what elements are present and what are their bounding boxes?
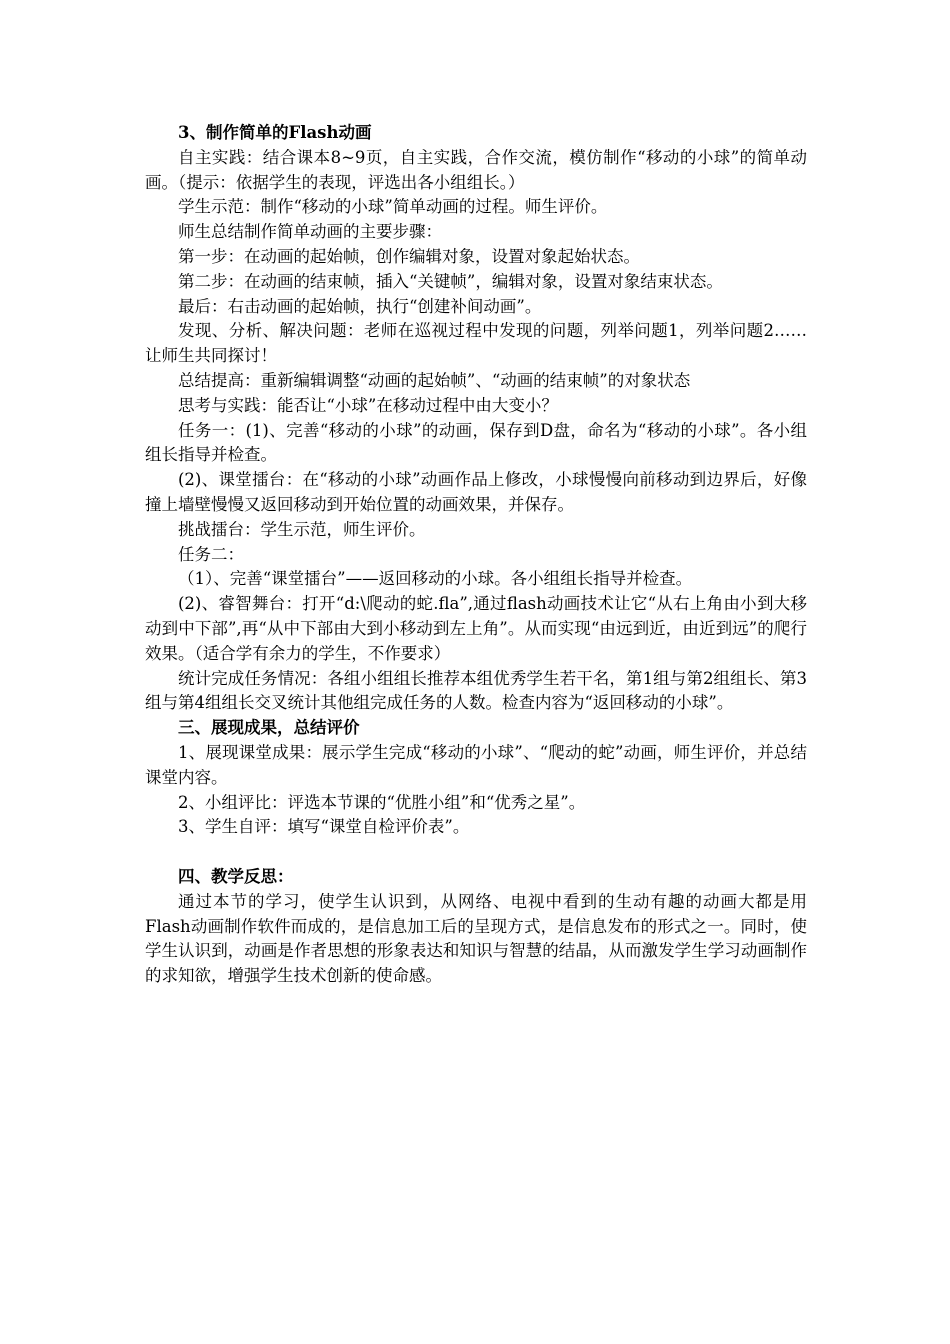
paragraph-self-evaluation: 3、学生自评：填写“课堂自检评价表”。 (178, 817, 470, 837)
paragraph-self-practice: 自主实践：结合课本8~9页，自主实践，合作交流，模仿制作“移动的小球”的简单动画。（提示：依据学生的表现，评选出各小组组长。） (145, 147, 807, 192)
paragraph-improve: 总结提高：重新编辑调整“动画的起始帧”、“动画的结束帧”的对象状态 (178, 370, 691, 390)
paragraph-summary-steps: 师生总结制作简单动画的主要步骤： (178, 222, 442, 242)
paragraph-step-last: 最后：右击动画的起始帧，执行“创建补间动画”。 (178, 296, 542, 316)
paragraph-find-problems: 发现、分析、解决问题：老师在巡视过程中发现的问题，列举问题1，列举问题2……让师生共同探讨！ (145, 321, 807, 366)
heading-make-flash-animation: 3、制作简单的Flash动画 (178, 123, 372, 142)
document-page (145, 121, 807, 989)
blank-line (145, 840, 807, 865)
paragraph-task-two: 任务二： (178, 544, 244, 564)
paragraph-reflection: 通过本节的学习，使学生认识到，从网络、电视中看到的生动有趣的动画大都是用Flash动画制作软件而成的，是信息加工后的呈现方式，是信息发布的形式之一。同时，使学生认识到，动画是作者思想的形象表达和知识与智慧的结晶，从而激发学生学习动画制作的求知欲，增强学生技术创新的使命感。 (145, 891, 807, 986)
paragraph-show-results: 1、展现课堂成果：展示学生完成“移动的小球”、“爬动的蛇”动画，师生评价，并总结课堂内容。 (145, 742, 807, 787)
heading-reflection: 四、教学反思： (178, 866, 294, 886)
paragraph-task-two-item-one: （1）、完善“课堂擂台”——返回移动的小球。各小组组长指导并检查。 (178, 569, 693, 589)
paragraph-class-arena: (2)、课堂擂台：在“移动的小球”动画作品上修改，小球慢慢向前移动到边界后，好像撞上墙壁慢慢又返回移动到开始位置的动画效果，并保存。 (145, 470, 807, 514)
heading-show-results: 三、展现成果，总结评价 (178, 718, 360, 738)
paragraph-wisdom-stage: (2)、睿智舞台：打开“d:\爬动的蛇.fla”,通过flash动画技术让它“从右上角由小到大移动到中下部”,再“从中下部由大到小移动到左上角”。从而实现“由远到近，由近到远”的爬行效果。（适合学有余力的学生，不作要求） (145, 594, 807, 663)
paragraph-task-one: 任务一：(1)、完善“移动的小球”的动画，保存到D盘，命名为“移动的小球”。各小组组长指导并检查。 (145, 420, 807, 465)
paragraph-think-practice: 思考与实践：能否让“小球”在移动过程中由大变小？ (178, 395, 558, 415)
paragraph-step-one: 第一步：在动画的起始帧，创作编辑对象，设置对象起始状态。 (178, 246, 640, 266)
paragraph-challenge-arena: 挑战擂台：学生示范，师生评价。 (178, 519, 426, 539)
paragraph-group-compare: 2、小组评比：评选本节课的“优胜小组”和“优秀之星”。 (178, 792, 586, 812)
paragraph-student-demo: 学生示范：制作“移动的小球”简单动画的过程。师生评价。 (178, 197, 608, 217)
paragraph-statistics: 统计完成任务情况：各组小组组长推荐本组优秀学生若干名，第1组与第2组组长、第3组与第4组组长交叉统计其他组完成任务的人数。检查内容为“返回移动的小球”。 (145, 668, 807, 713)
paragraph-step-two: 第二步：在动画的结束帧，插入“关键帧”，编辑对象，设置对象结束状态。 (178, 271, 723, 291)
